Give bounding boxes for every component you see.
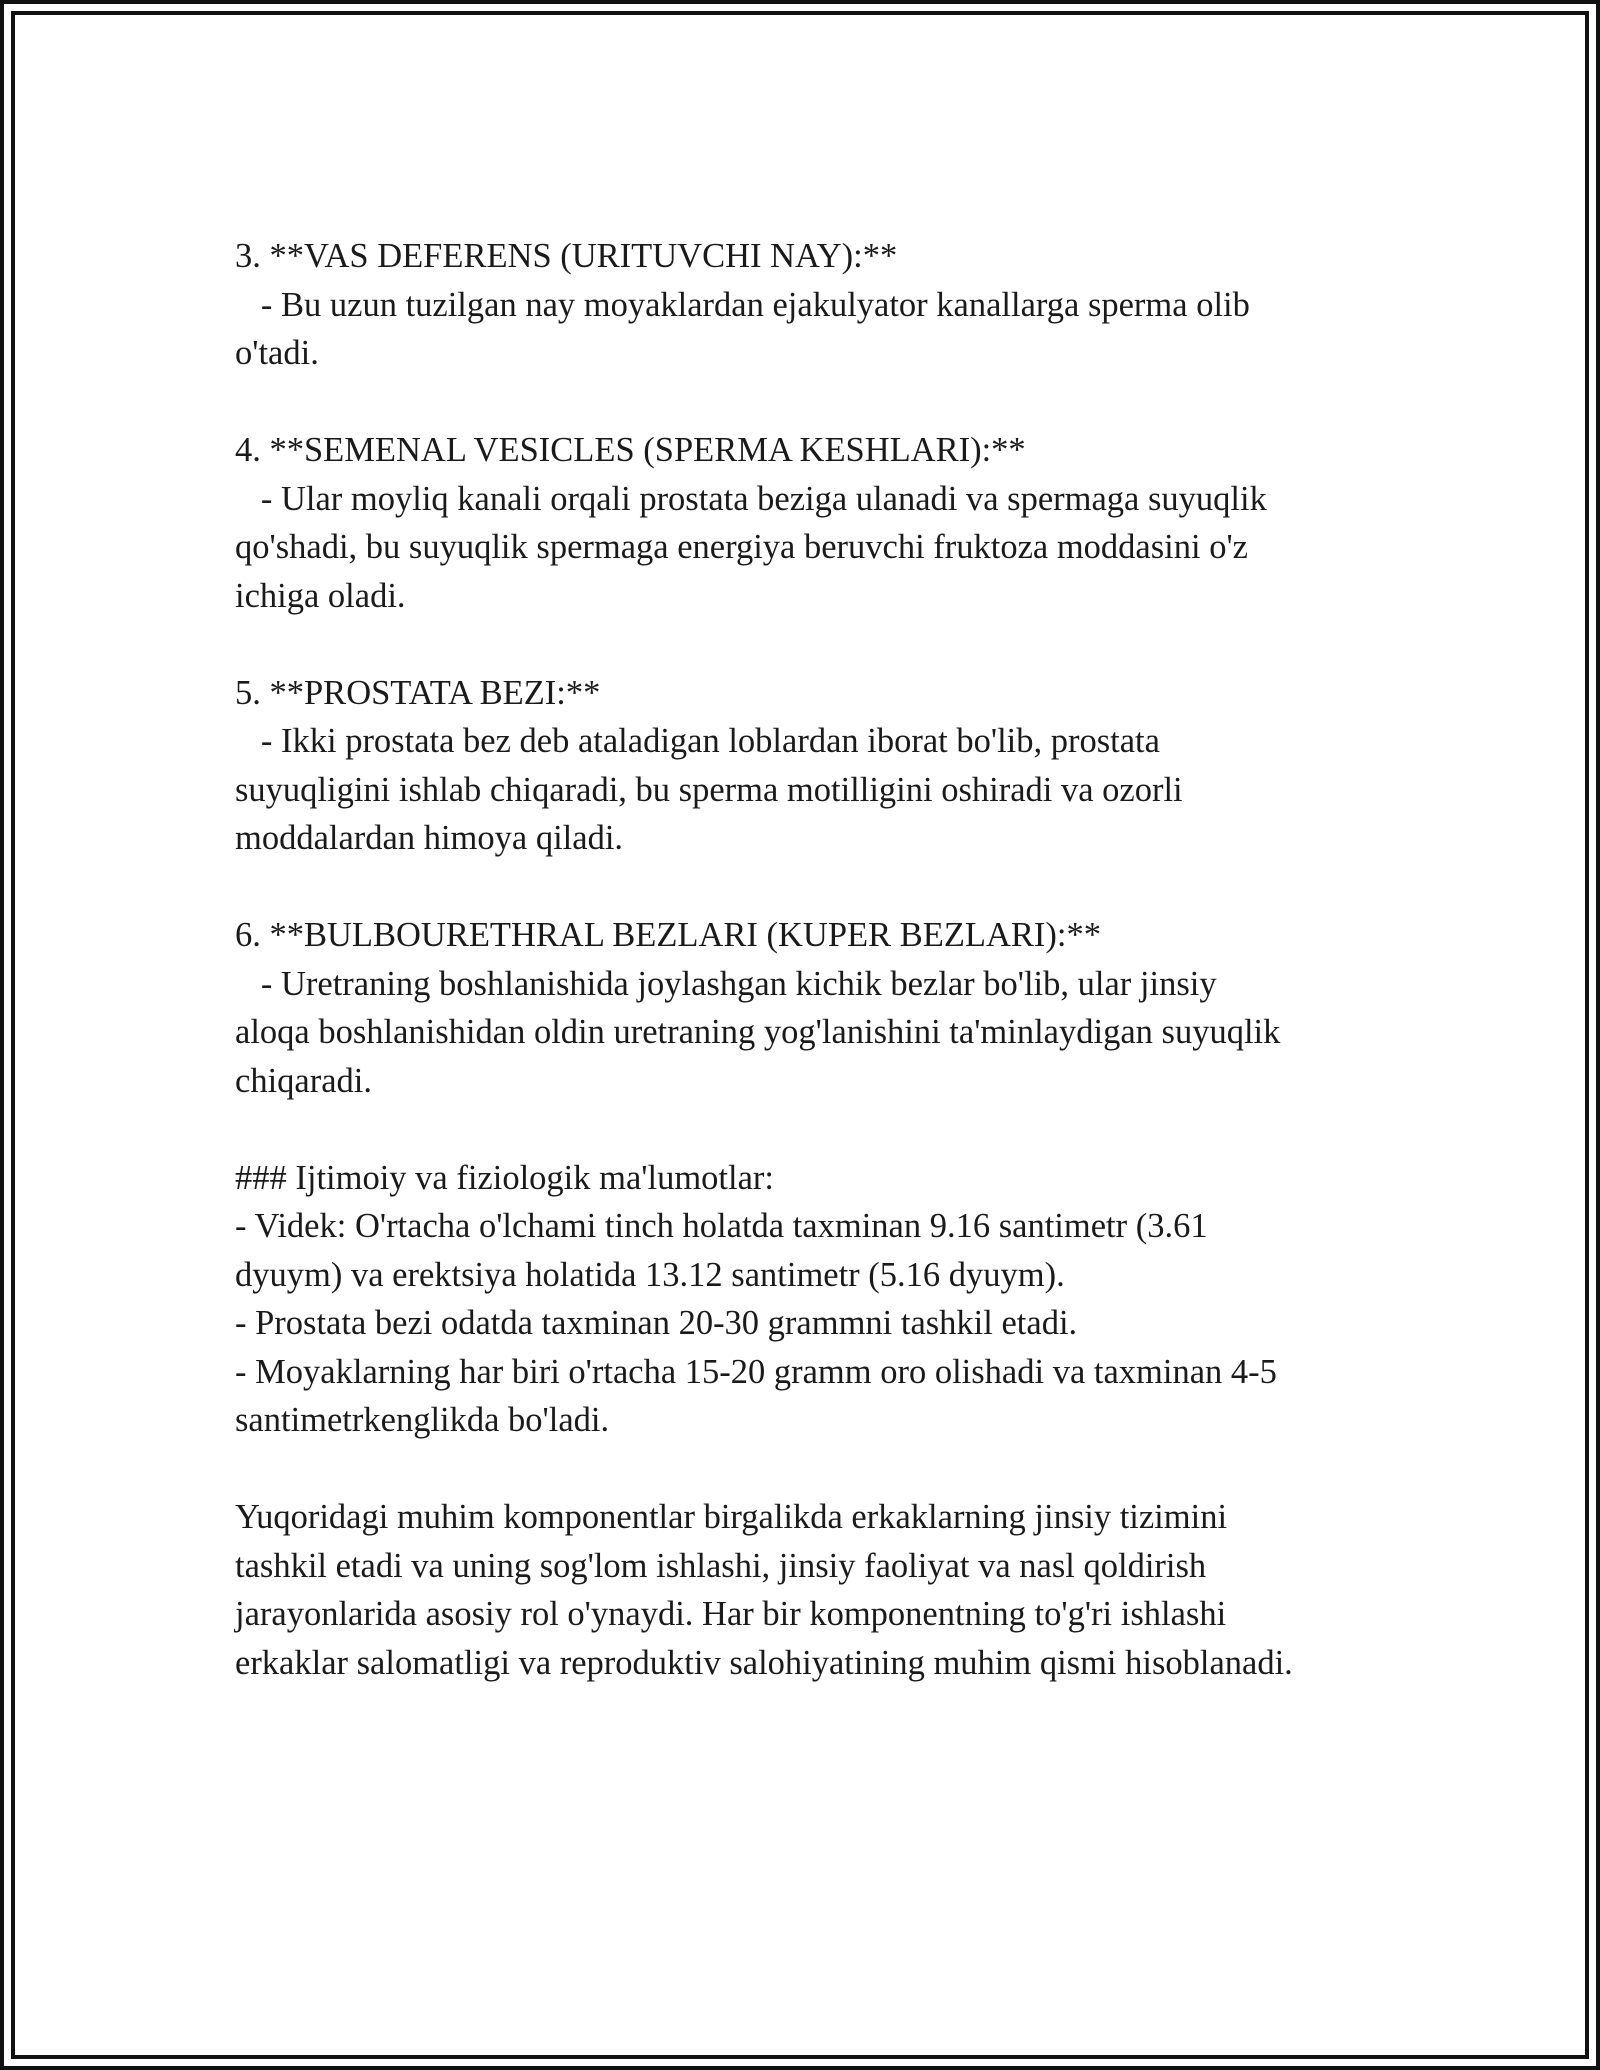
paragraph-spacer	[235, 1105, 1415, 1154]
facts-heading: ### Ijtimoiy va fiziologik ma'lumotlar:	[235, 1158, 774, 1197]
section-6-heading: 6. **BULBOURETHRAL BEZLARI (KUPER BEZLARI):**	[235, 916, 1101, 954]
section-4-text-line-2: qo'shadi, bu suyuqlik spermaga energiya beruvchi fruktoza moddasini o'z	[235, 528, 1248, 566]
section-4-text-line-3: ichiga oladi.	[235, 576, 406, 615]
section-3-text-line-1: - Bu uzun tuzilgan nay moyaklardan ejakulyator kanallarga sperma olib	[235, 285, 1250, 324]
paragraph-spacer	[235, 378, 1415, 427]
facts-item-3-line-1: - Moyaklarning har biri o'rtacha 15-20 gramm oro olishadi va taxminan 4-5	[235, 1352, 1277, 1391]
conclusion-line-3: jarayonlarida asosiy rol o'ynaydi. Har bir komponentning to'g'ri ishlashi	[235, 1595, 1227, 1633]
section-5-heading: 5. **PROSTATA BEZI:**	[235, 673, 601, 712]
conclusion-line-4: erkaklar salomatligi va reproduktiv salohiyatining muhim qismi hisoblanadi.	[235, 1643, 1293, 1682]
section-3-heading: 3. **VAS DEFERENS (URITUVCHI NAY):**	[235, 237, 898, 275]
section-5-text-line-3: moddalardan himoya qiladi.	[235, 819, 624, 857]
conclusion-line-1: Yuqoridagi muhim komponentlar birgalikda erkaklarning jinsiy tizimini	[235, 1498, 1228, 1536]
facts-item-1-line-1: - Videk: O'rtacha o'lchami tinch holatda taxminan 9.16 santimetr (3.61	[235, 1207, 1208, 1245]
section-5-text-line-1: - Ikki prostata bez deb ataladigan loblardan iborat bo'lib, prostata	[235, 722, 1160, 760]
section-5-text-line-2: suyuqligini ishlab chiqaradi, bu sperma motilligini oshiradi va ozorli	[235, 770, 1183, 809]
section-3-text-line-2: o'tadi.	[235, 334, 319, 372]
section-6-text-line-3: chiqaradi.	[235, 1061, 372, 1100]
facts-item-2: - Prostata bezi odatda taxminan 20-30 grammni tashkil etadi.	[235, 1304, 1078, 1342]
section-6-text-line-1: - Uretraning boshlanishida joylashgan kichik bezlar bo'lib, ular jinsiy	[235, 964, 1217, 1003]
conclusion-line-2: tashkil etadi va uning sog'lom ishlashi, jinsiy faoliyat va nasl qoldirish	[235, 1546, 1207, 1585]
facts-item-3-line-2: santimetrkenglikda bo'ladi.	[235, 1401, 610, 1439]
paragraph-spacer	[235, 863, 1415, 912]
paragraph-spacer	[235, 620, 1415, 669]
section-6-text-line-2: aloqa boshlanishidan oldin uretraning yog'lanishini ta'minlaydigan suyuqlik	[235, 1013, 1281, 1051]
section-4-text-line-1: - Ular moyliq kanali orqali prostata beziga ulanadi va spermaga suyuqlik	[235, 479, 1267, 518]
document-body	[235, 232, 1415, 1687]
paragraph-spacer	[235, 1445, 1415, 1494]
section-4-heading: 4. **SEMENAL VESICLES (SPERMA KESHLARI):**	[235, 431, 1026, 469]
facts-item-1-line-2: dyuym) va erektsiya holatida 13.12 santimetr (5.16 dyuym).	[235, 1255, 1065, 1294]
